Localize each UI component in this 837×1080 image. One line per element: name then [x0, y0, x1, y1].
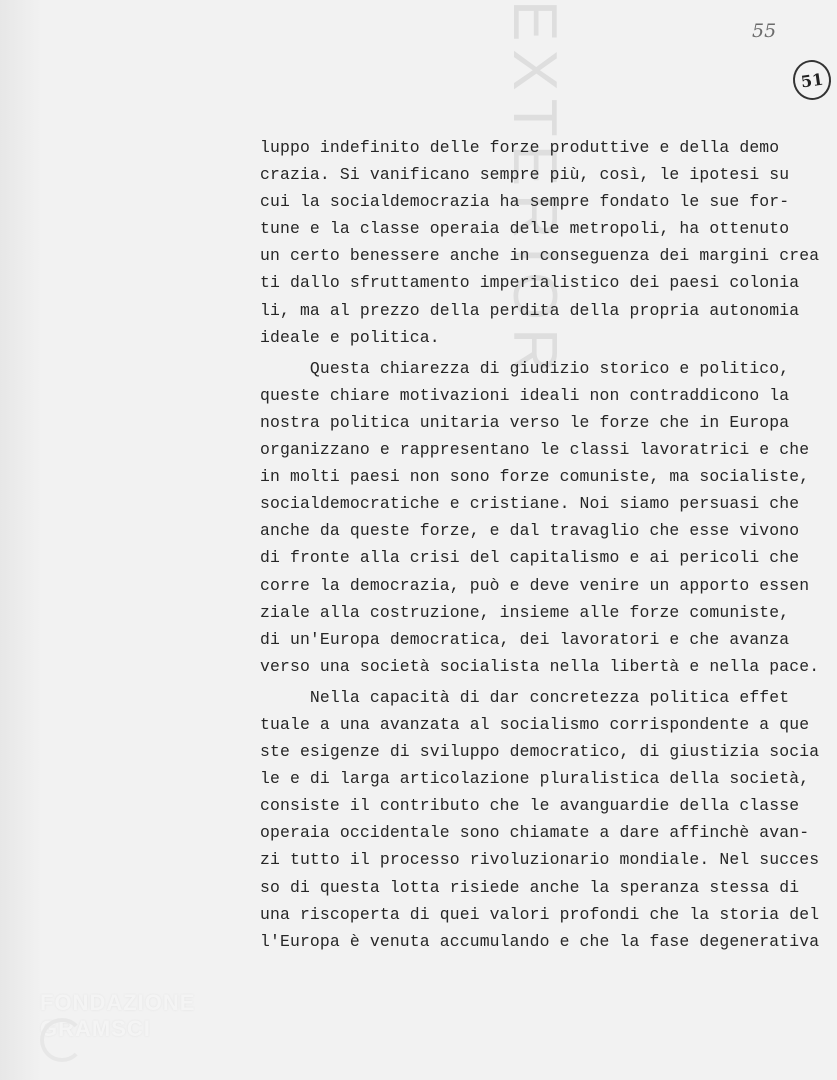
text-line: ziale alla costruzione, insieme alle forze comuniste, — [260, 602, 790, 622]
text-line: un certo benessere anche in conseguenza dei margini crea — [260, 246, 820, 266]
text-line: luppo indefinito delle forze produttive e della demo — [260, 138, 780, 157]
text-line: consiste il contributo che le avanguardie della classe — [260, 796, 800, 816]
text-line: di fronte alla crisi del capitalismo e ai pericoli che — [260, 548, 800, 568]
text-line: una riscoperta di quei valori profondi che la storia del — [260, 904, 820, 924]
foundation-logo-watermark — [40, 990, 205, 1060]
text-line: so di questa lotta risiede anche la speranza stessa di — [260, 877, 800, 897]
text-line: socialdemocratiche e cristiane. Noi siamo persuasi che — [260, 494, 800, 514]
text-line: corre la democrazia, può e deve venire un apporto essen — [260, 575, 810, 595]
text-line: l'Europa è venuta accumulando e che la fase degenerativa — [260, 931, 820, 951]
handwritten-page-number: 55 — [752, 20, 777, 42]
text-line: anche da queste forze, e dal travaglio che esse vivono — [260, 521, 800, 541]
text-line: li, ma al prezzo della perdita della propria autonomia — [260, 300, 800, 320]
text-line: operaia occidentale sono chiamate a dare affinchè avan- — [260, 823, 810, 843]
text-line: ste esigenze di sviluppo democratico, di giustizia socia — [260, 742, 820, 762]
text-line: queste chiare motivazioni ideali non contraddicono la — [260, 385, 790, 405]
text-line: di un'Europa democratica, dei lavoratori e che avanza — [260, 629, 790, 649]
text-line: in molti paesi non sono forze comuniste, ma socialiste, — [260, 467, 810, 487]
foundation-logo-icon — [40, 1018, 84, 1062]
text-line: zi tutto il processo rivoluzionario mondiale. Nel succes — [260, 850, 820, 870]
text-line: nostra politica unitaria verso le forze che in Europa — [260, 412, 790, 432]
scan-edge-shadow — [0, 0, 40, 1080]
circled-archive-number: 51 — [790, 58, 833, 103]
text-line: tune e la classe operaia delle metropoli, ha ottenuto — [260, 219, 790, 239]
text-line: verso una società socialista nella libertà e nella pace. — [260, 656, 820, 676]
typewritten-body-text — [260, 134, 820, 955]
text-line: crazia. Si vanificano sempre più, così, le ipotesi su — [260, 165, 790, 185]
text-line: Nella capacità di dar concretezza politica effet — [260, 687, 790, 707]
text-line: tuale a una avanzata al socialismo corrispondente a que — [260, 714, 810, 734]
text-line: ideale e politica. — [260, 327, 440, 347]
text-line: Questa chiarezza di giudizio storico e politico, — [260, 358, 790, 378]
text-line: organizzano e rappresentano le classi lavoratrici e che — [260, 440, 810, 460]
text-line: ti dallo sfruttamento imperialistico dei paesi colonia — [260, 273, 800, 293]
foundation-watermark-text: FONDAZIONE GRAMSCI — [40, 990, 196, 1041]
text-line: cui la socialdemocrazia ha sempre fondato le sue for- — [260, 192, 790, 212]
archive-stamp-watermark: EXTERIOR — [500, 0, 569, 381]
text-line: le e di larga articolazione pluralistica della società, — [260, 769, 810, 789]
